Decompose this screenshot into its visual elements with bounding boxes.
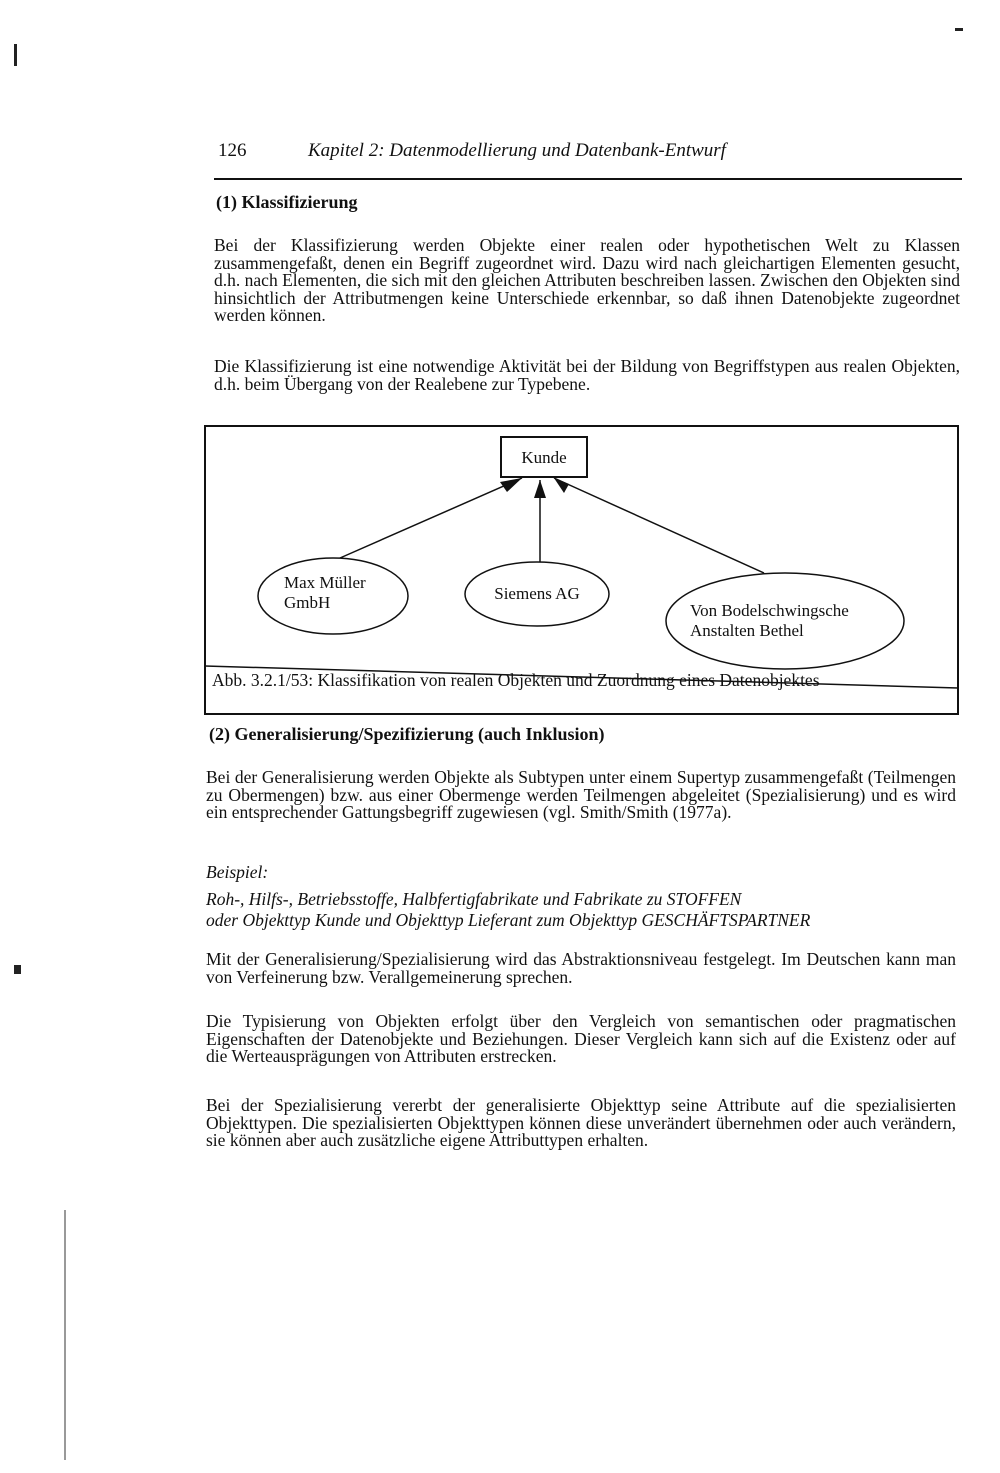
paragraph: Mit der Generalisierung/Spezialisierung wird das Abstraktionsniveau festgelegt. Im Deutschen kann man von Verfeinerung bzw. Verallgemeinerung sprechen. bbox=[206, 949, 956, 987]
figure-classification bbox=[204, 418, 959, 716]
object-label-max-mueller: GmbH bbox=[284, 593, 331, 612]
section-heading-generalisierung: (2) Generalisierung/Spezifizierung (auch Inklusion) bbox=[209, 724, 605, 744]
paragraph: Die Klassifizierung ist eine notwendige Aktivität bei der Bildung von Begriffstypen aus realen Objekten, d.h. beim Übergang von der Realebene zur Typebene. bbox=[214, 356, 960, 394]
scan-speck bbox=[955, 28, 963, 31]
example-line: Roh-, Hilfs-, Betriebsstoffe, Halbfertigfabrikate und Fabrikate zu STOFFEN bbox=[206, 889, 742, 909]
paragraph: Die Typisierung von Objekten erfolgt über den Vergleich von semantischen oder pragmatischen Eigenschaften der Datenobjekte und Beziehungen. Dieser Vergleich kann sich auf die Existenz oder auf die Werteausprägungen von Attributen erstrecken. bbox=[206, 1011, 956, 1066]
edge-bodelschwingh bbox=[554, 478, 764, 573]
scan-margin-line bbox=[64, 1210, 66, 1460]
arrowhead bbox=[500, 478, 522, 492]
example-line: oder Objekttyp Kunde und Objekttyp Lieferant zum Objekttyp GESCHÄFTSPARTNER bbox=[206, 910, 811, 930]
object-label-bodelschwingh: Von Bodelschwingsche bbox=[690, 601, 849, 620]
paragraph: Bei der Spezialisierung vererbt der generalisierte Objekttyp seine Attribute auf die spezialisierten Objekttypen. Die spezialisierten Objekttypen können diese unverändert übernehmen oder auch verändern, sie können aber auch zusätzliche eigene Attributtypen erhalten. bbox=[206, 1095, 956, 1150]
class-label-kunde: Kunde bbox=[521, 448, 567, 467]
object-ellipse-max-mueller bbox=[258, 558, 408, 634]
example-label: Beispiel: bbox=[206, 862, 269, 882]
page-header bbox=[214, 138, 962, 180]
page-number: 126 bbox=[218, 140, 247, 161]
scan-speck bbox=[14, 44, 17, 66]
scan-speck bbox=[14, 965, 21, 974]
running-title: Kapitel 2: Datenmodellierung und Datenbank-Entwurf bbox=[308, 140, 726, 161]
section-heading-klassifizierung: (1) Klassifizierung bbox=[216, 192, 358, 212]
object-label-siemens: Siemens AG bbox=[494, 584, 580, 603]
edge-max-mueller bbox=[340, 478, 522, 558]
figure-caption: Abb. 3.2.1/53: Klassifikation von realen Objekten und Zuordnung eines Datenobjektes bbox=[212, 670, 820, 690]
object-label-max-mueller: Max Müller bbox=[284, 573, 366, 592]
arrowhead bbox=[534, 480, 546, 498]
paragraph: Bei der Generalisierung werden Objekte als Subtypen unter einem Supertyp zusammengefaßt (Teilmengen zu Obermengen) bzw. aus einer Obermenge werden Teilmengen abgeleitet (Spezialisierung) und es wird ein entsprechender Gattungsbegriff zugewiesen (vgl. Smith/Smith (1977a). bbox=[206, 767, 956, 822]
arrowhead bbox=[554, 478, 569, 493]
paragraph: Bei der Klassifizierung werden Objekte einer realen oder hypothetischen Welt zu Klassen zusammengefaßt, denen ein Begriff zugeordnet wird. Dazu wird nach gleichartigen Elementen gesucht, d.h. nach Elementen, die sich mit den gleichen Attributen beschreiben lassen. Zwischen den Objekten sind hinsichtlich der Attributmengen keine Unterschiede erkennbar, so daß ihnen Datenobjekte zugeordnet werden können. bbox=[214, 235, 960, 325]
object-label-bodelschwingh: Anstalten Bethel bbox=[690, 621, 804, 640]
